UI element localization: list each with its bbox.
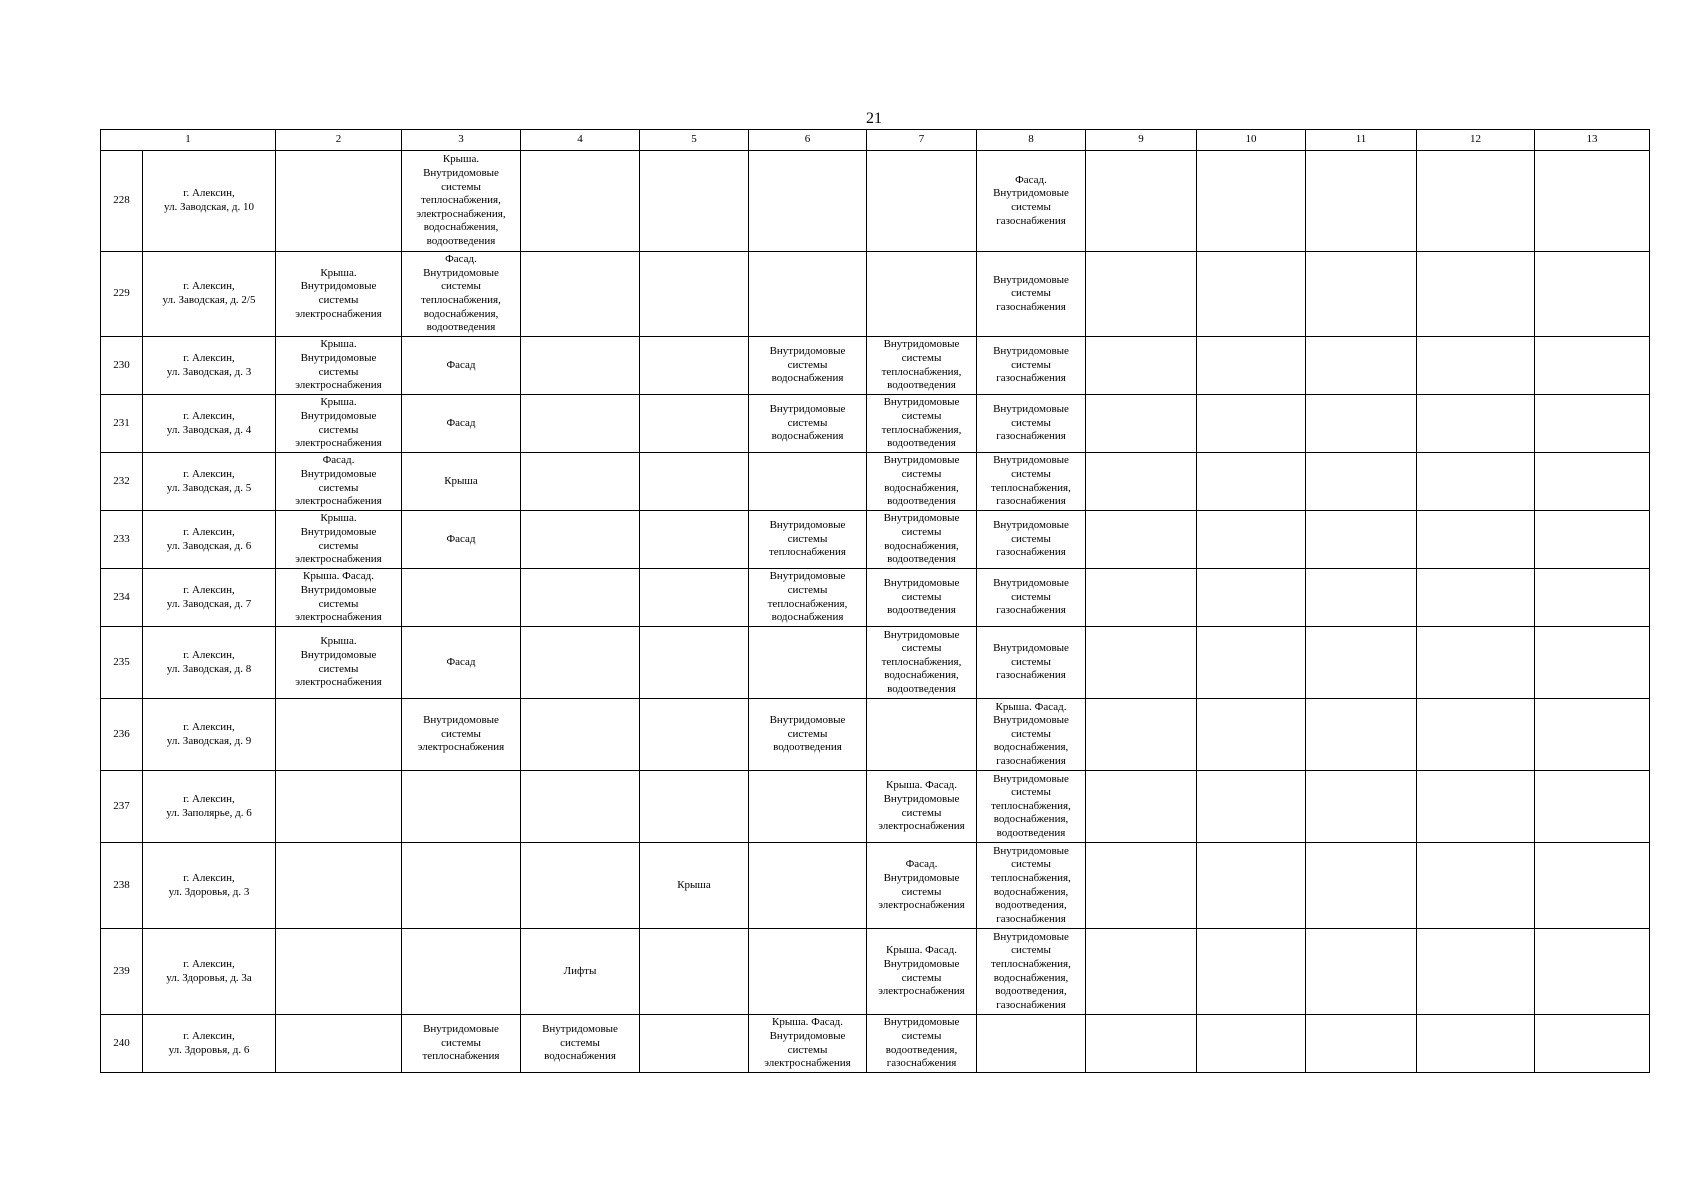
work-cell [749, 843, 867, 929]
work-cell [1197, 929, 1306, 1015]
work-cell [640, 1015, 749, 1073]
work-cell: Внутридомовые системы теплоснабжения, водоотведения [867, 395, 977, 453]
work-cell [1197, 569, 1306, 627]
work-cell [521, 453, 640, 511]
row-number: 233 [101, 511, 143, 569]
work-cell [1535, 453, 1650, 511]
work-cell: Крыша. Внутридомовые системы электроснабжения [276, 337, 402, 395]
work-cell [1086, 699, 1197, 771]
capital-repair-table [100, 129, 1650, 1073]
work-cell [1086, 337, 1197, 395]
work-cell [1535, 569, 1650, 627]
work-cell [1306, 569, 1417, 627]
work-cell: Фасад [402, 395, 521, 453]
work-cell: Внутридомовые системы теплоснабжения, газоснабжения [977, 453, 1086, 511]
row-number: 232 [101, 453, 143, 511]
table-row [101, 699, 1650, 771]
work-cell [1306, 699, 1417, 771]
work-cell [1417, 252, 1535, 337]
column-header: 5 [640, 130, 749, 151]
work-cell [1535, 337, 1650, 395]
address-cell: г. Алексин, ул. Заводская, д. 2/5 [143, 252, 276, 337]
page-number: 21 [866, 110, 882, 127]
work-cell: Внутридомовые системы водоснабжения, водоотведения [867, 453, 977, 511]
column-header: 4 [521, 130, 640, 151]
work-cell: Внутридомовые системы теплоснабжения, водоснабжения, водоотведения, газоснабжения [977, 929, 1086, 1015]
work-cell [1417, 843, 1535, 929]
work-cell [1535, 699, 1650, 771]
work-cell [1417, 627, 1535, 699]
column-number-row [101, 130, 1650, 151]
row-number: 236 [101, 699, 143, 771]
work-cell: Крыша. Фасад. Внутридомовые системы водоснабжения, газоснабжения [977, 699, 1086, 771]
row-number: 237 [101, 771, 143, 843]
address-cell: г. Алексин, ул. Заводская, д. 5 [143, 453, 276, 511]
table-row [101, 569, 1650, 627]
work-cell [1197, 1015, 1306, 1073]
work-cell [640, 771, 749, 843]
work-cell [1086, 453, 1197, 511]
address-cell: г. Алексин, ул. Заполярье, д. 6 [143, 771, 276, 843]
row-number: 240 [101, 1015, 143, 1073]
column-header: 7 [867, 130, 977, 151]
work-cell: Внутридомовые системы водоснабжения [749, 337, 867, 395]
work-cell [521, 843, 640, 929]
work-cell [276, 929, 402, 1015]
work-cell: Крыша. Внутридомовые системы электроснабжения [276, 511, 402, 569]
work-cell [1417, 699, 1535, 771]
work-cell [402, 929, 521, 1015]
work-cell [867, 252, 977, 337]
work-cell [276, 1015, 402, 1073]
column-header: 8 [977, 130, 1086, 151]
work-cell [1197, 511, 1306, 569]
work-cell: Внутридомовые системы водоснабжения [749, 395, 867, 453]
work-cell: Крыша. Внутридомовые системы электроснабжения [276, 395, 402, 453]
column-header: 3 [402, 130, 521, 151]
work-cell [521, 771, 640, 843]
work-cell: Крыша. Фасад. Внутридомовые системы электроснабжения [276, 569, 402, 627]
work-cell [276, 699, 402, 771]
work-cell [1306, 337, 1417, 395]
row-number: 228 [101, 151, 143, 252]
work-cell: Внутридомовые системы водоотведения [749, 699, 867, 771]
address-cell: г. Алексин, ул. Здоровья, д. 3а [143, 929, 276, 1015]
work-cell: Внутридомовые системы теплоснабжения, водоснабжения [749, 569, 867, 627]
work-cell [749, 771, 867, 843]
work-cell [1417, 771, 1535, 843]
work-cell [1197, 252, 1306, 337]
work-cell [521, 569, 640, 627]
work-cell [521, 151, 640, 252]
row-number: 239 [101, 929, 143, 1015]
work-cell [749, 929, 867, 1015]
work-cell [1417, 1015, 1535, 1073]
row-number: 231 [101, 395, 143, 453]
work-cell [749, 151, 867, 252]
address-cell: г. Алексин, ул. Здоровья, д. 3 [143, 843, 276, 929]
address-cell: г. Алексин, ул. Заводская, д. 3 [143, 337, 276, 395]
work-cell: Фасад [402, 337, 521, 395]
work-cell [1417, 395, 1535, 453]
work-cell: Крыша. Фасад. Внутридомовые системы электроснабжения [867, 771, 977, 843]
column-header: 11 [1306, 130, 1417, 151]
column-header: 10 [1197, 130, 1306, 151]
work-cell [1306, 771, 1417, 843]
work-cell [1417, 929, 1535, 1015]
work-cell: Внутридомовые системы теплоснабжения [749, 511, 867, 569]
work-cell [1306, 511, 1417, 569]
work-cell [276, 151, 402, 252]
work-cell [1086, 395, 1197, 453]
work-cell [1306, 453, 1417, 511]
work-cell [402, 569, 521, 627]
work-cell [1197, 699, 1306, 771]
work-cell: Внутридомовые системы газоснабжения [977, 395, 1086, 453]
work-cell [1086, 771, 1197, 843]
table-row [101, 511, 1650, 569]
work-cell [1306, 151, 1417, 252]
column-header: 13 [1535, 130, 1650, 151]
work-cell [1535, 395, 1650, 453]
work-cell [1535, 511, 1650, 569]
work-cell [640, 151, 749, 252]
work-cell: Внутридомовые системы газоснабжения [977, 627, 1086, 699]
work-cell [1535, 929, 1650, 1015]
column-header: 12 [1417, 130, 1535, 151]
work-cell [640, 929, 749, 1015]
work-cell [1535, 627, 1650, 699]
table-row [101, 453, 1650, 511]
column-header: 2 [276, 130, 402, 151]
row-number: 230 [101, 337, 143, 395]
work-cell: Внутридомовые системы газоснабжения [977, 337, 1086, 395]
table-row [101, 252, 1650, 337]
work-cell: Внутридомовые системы водоотведения [867, 569, 977, 627]
work-cell [1417, 569, 1535, 627]
work-cell [1306, 929, 1417, 1015]
work-cell [640, 395, 749, 453]
work-cell: Фасад. Внутридомовые системы газоснабжения [977, 151, 1086, 252]
work-cell: Крыша [640, 843, 749, 929]
work-cell [1197, 151, 1306, 252]
work-cell [1086, 627, 1197, 699]
work-cell: Фасад. Внутридомовые системы электроснабжения [867, 843, 977, 929]
work-cell [521, 511, 640, 569]
work-cell [1086, 569, 1197, 627]
work-cell: Внутридомовые системы водоотведения, газоснабжения [867, 1015, 977, 1073]
work-cell [1417, 337, 1535, 395]
work-cell: Внутридомовые системы теплоснабжения, водоснабжения, водоотведения [867, 627, 977, 699]
row-number: 238 [101, 843, 143, 929]
work-cell: Внутридомовые системы газоснабжения [977, 511, 1086, 569]
work-cell [1535, 252, 1650, 337]
work-cell [276, 843, 402, 929]
work-cell [521, 252, 640, 337]
work-cell [1417, 151, 1535, 252]
work-cell [1306, 843, 1417, 929]
table-row [101, 771, 1650, 843]
work-cell [1197, 627, 1306, 699]
work-cell: Внутридомовые системы теплоснабжения, водоснабжения, водоотведения [977, 771, 1086, 843]
work-cell [1417, 511, 1535, 569]
work-cell [640, 569, 749, 627]
work-cell: Внутридомовые системы водоснабжения, водоотведения [867, 511, 977, 569]
work-cell [1086, 1015, 1197, 1073]
work-cell: Крыша. Внутридомовые системы электроснабжения [276, 627, 402, 699]
work-cell [749, 627, 867, 699]
table-row [101, 337, 1650, 395]
row-number: 235 [101, 627, 143, 699]
work-cell [1197, 395, 1306, 453]
work-cell [521, 395, 640, 453]
work-cell: Внутридомовые системы водоснабжения [521, 1015, 640, 1073]
work-cell [1535, 151, 1650, 252]
work-cell: Лифты [521, 929, 640, 1015]
address-cell: г. Алексин, ул. Заводская, д. 6 [143, 511, 276, 569]
work-cell [977, 1015, 1086, 1073]
work-cell [1197, 771, 1306, 843]
work-cell: Внутридомовые системы электроснабжения [402, 699, 521, 771]
work-cell [640, 252, 749, 337]
work-cell: Фасад [402, 511, 521, 569]
work-cell [1535, 1015, 1650, 1073]
work-cell [521, 699, 640, 771]
work-cell [640, 511, 749, 569]
table-row [101, 1015, 1650, 1073]
table-row [101, 151, 1650, 252]
work-cell [1535, 771, 1650, 843]
address-cell: г. Алексин, ул. Заводская, д. 9 [143, 699, 276, 771]
column-header: 1 [101, 130, 276, 151]
work-cell: Крыша. Фасад. Внутридомовые системы электроснабжения [867, 929, 977, 1015]
work-cell: Фасад. Внутридомовые системы теплоснабжения, водоснабжения, водоотведения [402, 252, 521, 337]
table-row [101, 395, 1650, 453]
table-row [101, 843, 1650, 929]
work-cell [521, 337, 640, 395]
work-cell [1306, 1015, 1417, 1073]
address-cell: г. Алексин, ул. Заводская, д. 8 [143, 627, 276, 699]
work-cell [640, 337, 749, 395]
work-cell: Крыша. Внутридомовые системы теплоснабжения, электроснабжения, водоснабжения, водоотведения [402, 151, 521, 252]
work-cell [1197, 843, 1306, 929]
work-cell [1535, 843, 1650, 929]
work-cell [1306, 252, 1417, 337]
column-header: 6 [749, 130, 867, 151]
work-cell [1306, 395, 1417, 453]
work-cell: Крыша. Внутридомовые системы электроснабжения [276, 252, 402, 337]
work-cell [640, 453, 749, 511]
row-number: 234 [101, 569, 143, 627]
work-cell [1197, 453, 1306, 511]
work-cell [402, 843, 521, 929]
table-row [101, 929, 1650, 1015]
address-cell: г. Алексин, ул. Заводская, д. 10 [143, 151, 276, 252]
work-cell [867, 699, 977, 771]
work-cell [276, 771, 402, 843]
work-cell [1086, 252, 1197, 337]
work-cell [749, 252, 867, 337]
work-cell [867, 151, 977, 252]
work-cell [1086, 929, 1197, 1015]
work-cell [1086, 843, 1197, 929]
work-cell: Внутридомовые системы газоснабжения [977, 569, 1086, 627]
address-cell: г. Алексин, ул. Здоровья, д. 6 [143, 1015, 276, 1073]
work-cell: Крыша. Фасад. Внутридомовые системы электроснабжения [749, 1015, 867, 1073]
work-cell [640, 627, 749, 699]
work-cell [1086, 151, 1197, 252]
work-cell: Внутридомовые системы газоснабжения [977, 252, 1086, 337]
work-cell [1417, 453, 1535, 511]
address-cell: г. Алексин, ул. Заводская, д. 4 [143, 395, 276, 453]
work-cell [1306, 627, 1417, 699]
work-cell: Внутридомовые системы теплоснабжения, водоотведения [867, 337, 977, 395]
work-cell [521, 627, 640, 699]
work-cell [402, 771, 521, 843]
work-cell [640, 699, 749, 771]
column-header: 9 [1086, 130, 1197, 151]
work-cell: Внутридомовые системы теплоснабжения, водоснабжения, водоотведения, газоснабжения [977, 843, 1086, 929]
work-cell: Фасад [402, 627, 521, 699]
work-cell: Фасад. Внутридомовые системы электроснабжения [276, 453, 402, 511]
work-cell [1086, 511, 1197, 569]
row-number: 229 [101, 252, 143, 337]
address-cell: г. Алексин, ул. Заводская, д. 7 [143, 569, 276, 627]
table-row [101, 627, 1650, 699]
work-cell [1197, 337, 1306, 395]
work-cell: Внутридомовые системы теплоснабжения [402, 1015, 521, 1073]
work-cell: Крыша [402, 453, 521, 511]
work-cell [749, 453, 867, 511]
